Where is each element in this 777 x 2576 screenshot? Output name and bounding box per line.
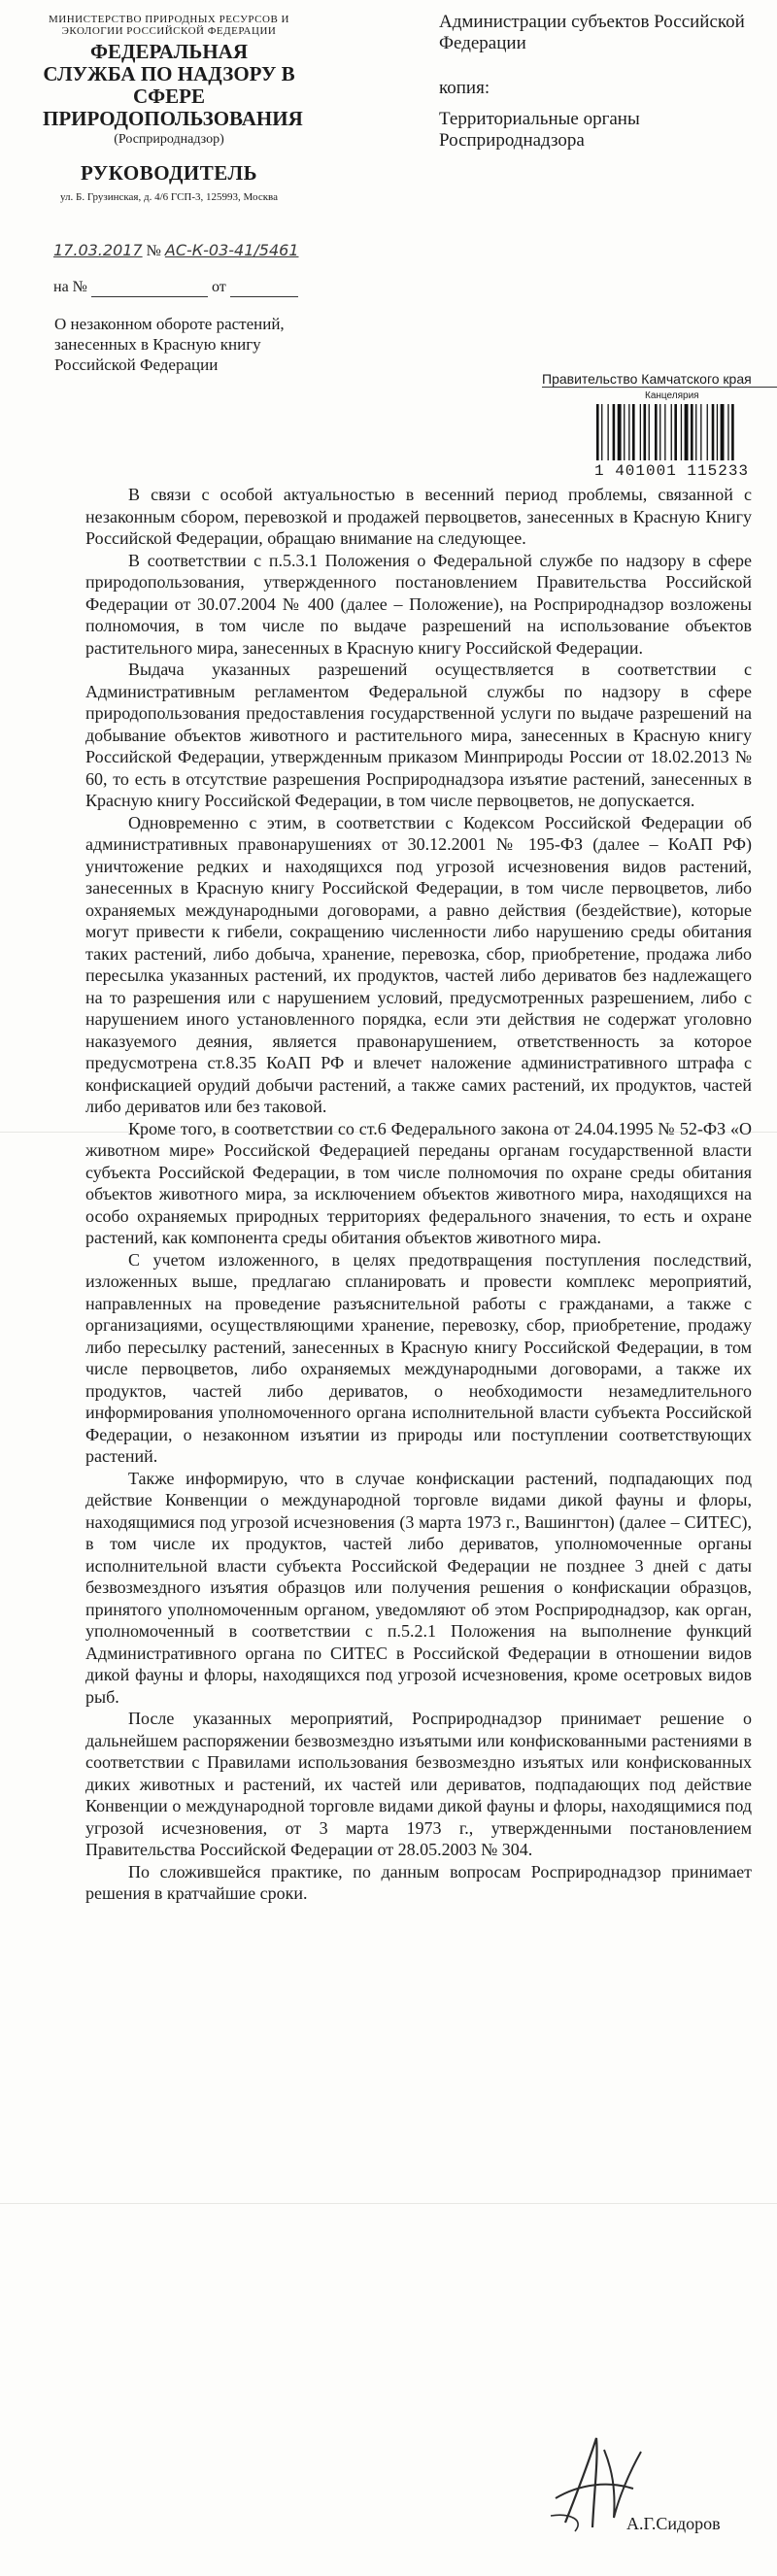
registration-number: АС-К-03-41/5461	[164, 241, 299, 259]
barcode-number: 1 401001 115233	[594, 462, 750, 480]
letter-subject: О незаконном обороте растений, занесенных в Красную книгу Российской Федерации	[54, 315, 285, 374]
body-paragraph: Также информирую, что в случае конфискации растений, подпадающих под действие Конвенции о международной торговле видами дикой фауны и флоры, находящимися под угрозой исчезновения (3 марта 1973 г., Вашингтон) (далее – СИТЕС), в том числе их продуктов, частей либо дериватов, уполномоченные органы исполнительной власти субъекта Российской Федерации не позднее 3 дней с даты безвозмездного изъятия образцов или получения решения о конфискации образцов, принятого уполномоченным органом, уведомляют об этом Росприроднадзор, как орган, уполномоченный в соответствии с п.5.2.1 Положения на выполнение функций Административного органа по СИТЕС в Российской Федерации в отношении видов дикой фауны и флоры, находящихся под угрозой исчезновения, кроме осетровых видов рыб.	[85, 1468, 752, 1707]
incoming-stamp-dept: Канцелярия	[645, 390, 699, 401]
body-paragraph: Кроме того, в соответствии со ст.6 Федерального закона от 24.04.1995 № 52-ФЗ «О животном мире» Российской Федерацией переданы органам государственной власти субъекта Российской Федерации, в том числе полномочия по охране среды обитания объектов животного мира, за исключением объектов животного мира, находящихся на особо охраняемых природных территориях федерального значения, то есть и охране растений, как компонента среды обитания объектов животного мира.	[85, 1118, 752, 1247]
body-paragraph: Выдача указанных разрешений осуществляется в соответствии с Административным регламентом Федеральной службы по надзору в сфере природопользования предоставления государственной услуги по выдаче разрешений на добывание объектов животного и растительного мира, занесенных в Красную книгу Российской Федерации, утвержденным приказом Минприроды России от 18.02.2013 № 60, то есть в отсутствие разрешения Росприроднадзора изъятие растений, занесенных в Красную книгу Российской Федерации, в том числе первоцветов, не допускается.	[85, 660, 752, 810]
body-paragraph: С учетом изложенного, в целях предотвращения поступления последствий, изложенных выше, предлагаю спланировать и провести комплекс мероприятий, направленных на проведение разъяснительной работы с гражданами, а также с организациями, осуществляющими хранение, перевозку, сбор, приобретение, продажу либо пересылку растений, занесенных в Красную книгу Российской Федерации, в том числе первоцветов, либо охраняемых международными договорами, а также их продуктов, частей либо дериватов, о необходимости незамедлительного информирования уполномоченного органа исполнительной власти субъекта Российской Федерации, о незаконном изъятии из природы или поступлении соответствующих растений.	[85, 1249, 752, 1466]
service-address: ул. Б. Грузинская, д. 4/6 ГСП-3, 125993, Москва	[60, 191, 278, 203]
recipients-block	[439, 12, 750, 152]
signer-name: А.Г.Сидоров	[626, 2514, 721, 2533]
barcode-image	[594, 404, 765, 460]
body-paragraph: В соответствии с п.5.3.1 Положения о Федеральной службе по надзору в сфере природопользования, утвержденного постановлением Правительства Российской Федерации от 30.07.2004 № 400 (далее – Положение), на Росприроднадзор возложены полномочия, в том числе по выдаче разрешений на использование объектов растительного мира, занесенных в Красную книгу Российской Федерации.	[85, 550, 752, 658]
recipient-to: Администрации субъектов Российской Федерации	[439, 12, 745, 53]
body-paragraph: По сложившейся практике, по данным вопросам Росприроднадзор принимает решения в кратчайшие сроки.	[85, 1861, 752, 1903]
body-paragraph: Одновременно с этим, в соответствии с Кодексом Российской Федерации об административных правонарушениях от 30.12.2001 № 195-ФЗ (далее – КоАП РФ) уничтожение редких и находящихся под угрозой исчезновения видов растений, занесенных в Красную книгу Российской Федерации, в том числе первоцветов, либо охраняемых международными договорами, а равно действия (бездействие), которые могут привести к гибели, сокращению численности либо нарушению среды обитания таких растений, либо добыча, хранение, перевозка, сбор, приобретение, продажа либо пересылка указанных растений, их продуктов, частей либо дериватов без надлежащего на то разрешения или с нарушением условий, предусмотренных разрешением, либо с нарушением иного установленного порядка, если эти действия не содержат уголовно наказуемого деяния, является правонарушением, ответственность за которое предусмотрена ст.8.35 КоАП РФ и влечет наложение административного штрафа с конфискацией орудий добычи растений, а также самих растений, их продуктов, частей либо дериватов или без таковой.	[85, 812, 752, 1116]
reference-label: на №	[53, 279, 87, 295]
reference-line	[53, 279, 298, 297]
copy-recipient: Территориальные органы Росприроднадзора	[439, 109, 640, 151]
body-paragraph: В связи с особой актуальностью в весенний период проблемы, связанной с незаконным сбором, перевозкой и продажей первоцветов, занесенных в Красную Книгу Российской Федерации, обращаю внимание на следующее.	[85, 485, 752, 548]
reference-from-label: от	[211, 279, 226, 295]
service-abbreviation: (Росприроднадзор)	[114, 132, 224, 147]
service-name: ФЕДЕРАЛЬНАЯ СЛУЖБА ПО НАДЗОРУ В СФЕРЕ ПРИРОДОПОЛЬЗОВАНИЯ	[43, 40, 303, 130]
letter-body-page1	[85, 484, 752, 1905]
body-paragraph: После указанных мероприятий, Росприроднадзор принимает решение о дальнейшем распоряжении безвозмездно изъятыми или конфискованными растениями в соответствии с Правилами использования безвозмездно изъятых или конфискованных диких животных и растений, их частей или дериватов, подпадающих под действие Конвенции о международной торговле видами дикой фауны и флоры, находящимися под угрозой исчезновения, от 3 марта 1973 г., утвержденными постановлением Правительства Российской Федерации от 28.05.2003 № 304.	[85, 1709, 752, 1859]
registration-date: 17.03.2017	[53, 241, 143, 259]
ministry-name: МИНИСТЕРСТВО ПРИРОДНЫХ РЕСУРСОВ И ЭКОЛОГИИ РОССИЙСКОЙ ФЕДЕРАЦИИ	[49, 14, 289, 37]
letterhead	[43, 14, 303, 204]
page-break-divider	[0, 2203, 777, 2204]
copy-label: копия:	[439, 78, 490, 98]
registration-number-label: №	[146, 243, 161, 259]
incoming-stamp-org: Правительство Камчатского края	[542, 371, 777, 388]
head-title: РУКОВОДИТЕЛЬ	[80, 161, 258, 185]
registration-line	[53, 241, 299, 260]
